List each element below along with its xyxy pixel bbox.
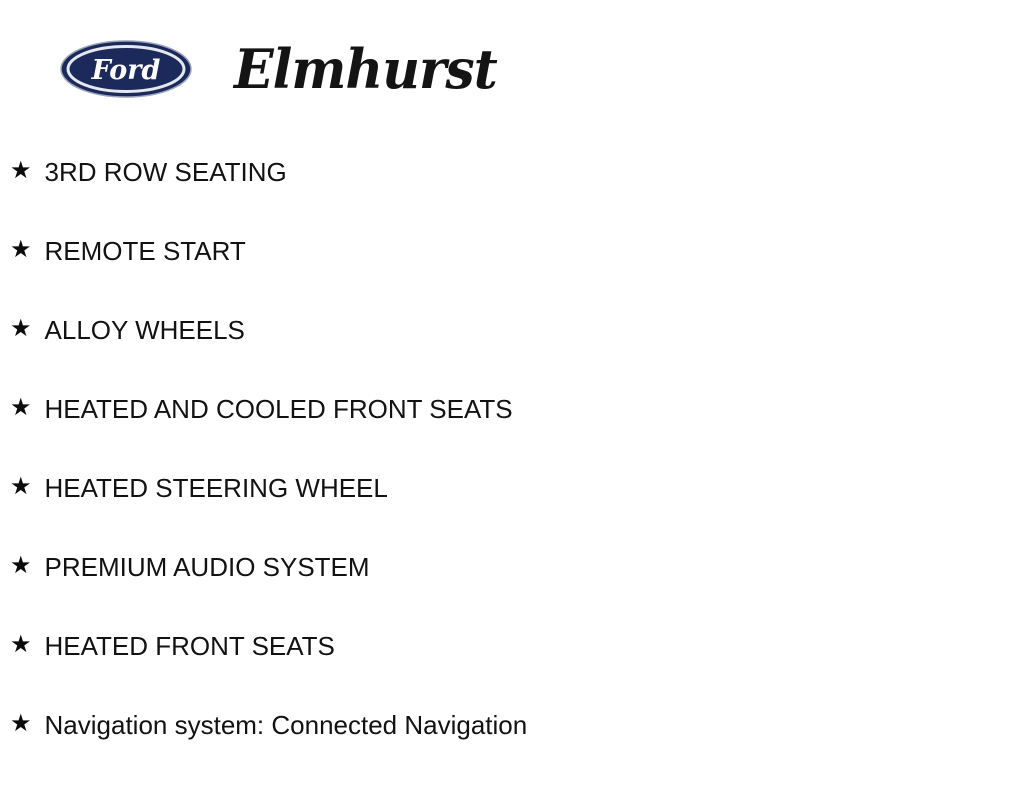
feature-label: ALLOY WHEELS xyxy=(44,315,245,345)
feature-item xyxy=(10,474,1024,502)
star-icon: ★ xyxy=(10,157,32,184)
ford-logo-text: Ford xyxy=(91,55,161,86)
star-icon: ★ xyxy=(10,552,32,579)
star-icon: ★ xyxy=(10,315,32,342)
dealership-name: Elmhurst xyxy=(234,36,497,102)
star-icon: ★ xyxy=(10,710,32,737)
star-icon: ★ xyxy=(10,236,32,263)
feature-label: 3RD ROW SEATING xyxy=(44,157,287,187)
ford-logo-icon xyxy=(60,40,192,98)
feature-label: REMOTE START xyxy=(44,236,246,266)
star-icon: ★ xyxy=(10,631,32,658)
feature-item xyxy=(10,553,1024,581)
star-icon: ★ xyxy=(10,473,32,500)
feature-item xyxy=(10,711,1024,739)
dealer-logo-header xyxy=(60,36,1024,102)
feature-label: PREMIUM AUDIO SYSTEM xyxy=(44,552,370,582)
star-icon: ★ xyxy=(10,394,32,421)
feature-label: HEATED FRONT SEATS xyxy=(44,631,335,661)
feature-item xyxy=(10,237,1024,265)
feature-list xyxy=(0,158,1024,739)
feature-item xyxy=(10,632,1024,660)
feature-label: Navigation system: Connected Navigation xyxy=(44,710,528,740)
feature-item xyxy=(10,158,1024,186)
feature-label: HEATED AND COOLED FRONT SEATS xyxy=(44,394,513,424)
feature-item xyxy=(10,316,1024,344)
feature-label: HEATED STEERING WHEEL xyxy=(44,473,388,503)
feature-item xyxy=(10,395,1024,423)
